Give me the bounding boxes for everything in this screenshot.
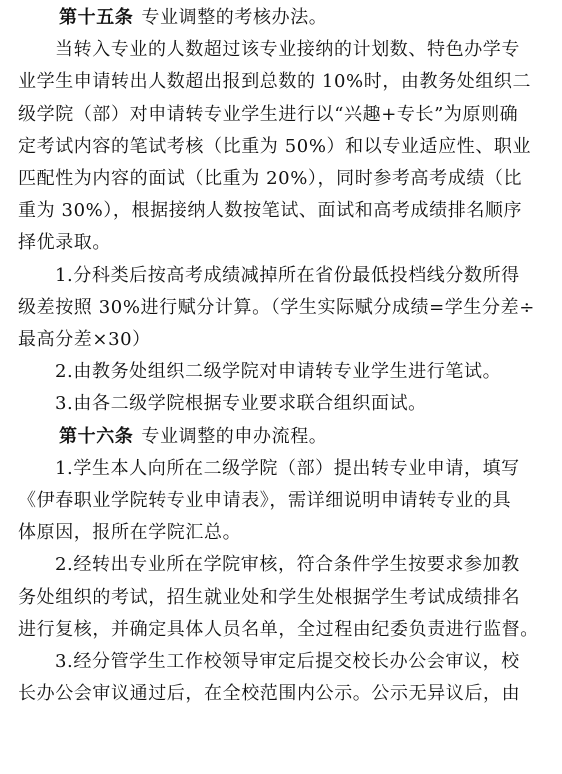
article-number: 第十五条 bbox=[59, 7, 134, 28]
article-title: 专业调整的申办流程。 bbox=[141, 425, 328, 447]
text-line: 业学生申请转出人数超出报到总数的 10%时，由教务处组织二 bbox=[18, 71, 532, 93]
text-line: 定考试内容的笔试考核（比重为 50%）和以专业适应性、职业 bbox=[18, 135, 532, 157]
text-line: 务处组织的考试，招生就业处和学生处根据学生考试成绩排名 bbox=[18, 586, 521, 608]
text-line: 3.由各二级学院根据专业要求联合组织面试。 bbox=[55, 393, 427, 415]
article-16-item-2 bbox=[18, 549, 548, 646]
text-line: 2.经转出专业所在学院审核，符合条件学生按要求参加教 bbox=[55, 554, 520, 576]
article-15-heading bbox=[18, 2, 548, 34]
article-title: 专业调整的考核办法。 bbox=[141, 7, 328, 28]
text-line: 长办公会审议通过后，在全校范围内公示。公示无异议后，由 bbox=[18, 683, 521, 705]
text-line: 级差按照 30%进行赋分计算。（学生实际赋分成绩=学生分差÷ bbox=[18, 296, 535, 318]
text-line: 匹配性为内容的面试（比重为 20%），同时参考高考成绩（比 bbox=[18, 168, 523, 190]
text-line: 体原因，报所在学院汇总。 bbox=[18, 522, 242, 544]
article-15-item-2 bbox=[18, 356, 548, 388]
text-line: 1.学生本人向所在二级学院（部）提出转专业申请，填写 bbox=[55, 457, 520, 479]
text-line: 2.由教务处组织二级学院对申请转专业学生进行笔试。 bbox=[55, 361, 502, 383]
text-line: 当转入专业的人数超过该专业接纳的计划数、特色办学专 bbox=[55, 39, 520, 61]
text-line: 1.分科类后按高考成绩减掉所在省份最低投档线分数所得 bbox=[55, 264, 520, 286]
article-16-heading bbox=[18, 421, 548, 453]
text-line: 最高分差×30） bbox=[18, 329, 151, 351]
article-15-item-3 bbox=[18, 388, 548, 420]
article-number: 第十六条 bbox=[59, 425, 134, 447]
text-line: 级学院（部）对申请转专业学生进行以“兴趣+专长”为原则确 bbox=[18, 103, 519, 125]
text-line: 《伊春职业学院转专业申请表》，需详细说明申请转专业的具 bbox=[18, 490, 512, 512]
text-line: 重为 30%），根据接纳人数按笔试、面试和高考成绩排名顺序 bbox=[18, 200, 523, 222]
article-16-item-3 bbox=[18, 646, 548, 710]
article-15-item-1 bbox=[18, 260, 548, 357]
text-line: 3.经分管学生工作校领导审定后提交校长办公会审议，校 bbox=[55, 651, 520, 673]
text-line: 进行复核，并确定具体人员名单，全过程由纪委负责进行监督。 bbox=[18, 618, 539, 640]
article-15-body bbox=[18, 34, 548, 259]
text-line: 择优录取。 bbox=[18, 232, 111, 254]
article-16-item-1 bbox=[18, 453, 548, 550]
